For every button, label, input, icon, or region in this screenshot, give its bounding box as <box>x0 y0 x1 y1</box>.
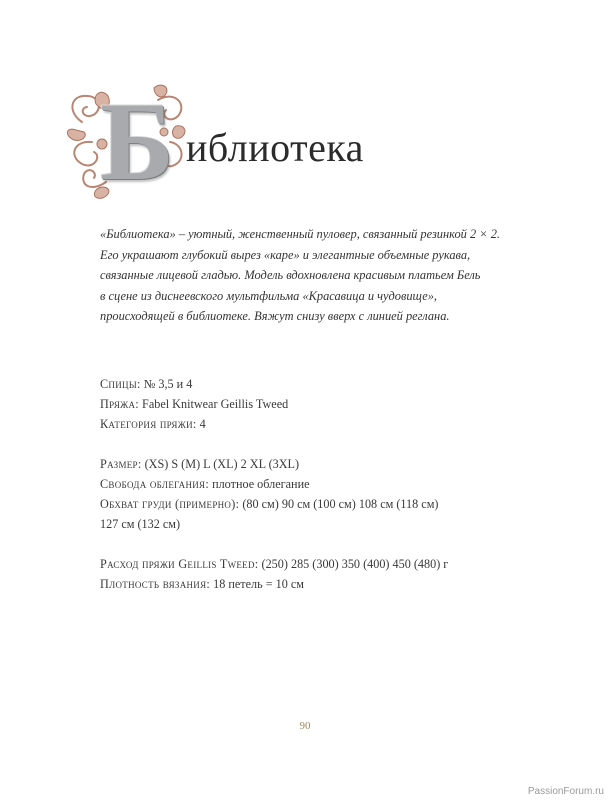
watermark: PassionForum.ru <box>527 786 604 797</box>
spec-label: Обхват груди (примерно): <box>100 497 240 511</box>
page-number: 90 <box>299 720 311 732</box>
spec-label: Плотность вязания: <box>100 577 211 591</box>
spec-value: (250) 285 (300) 350 (400) 450 (480) г <box>261 557 449 571</box>
spec-label: Спицы: <box>100 377 141 391</box>
spec-value: (XS) S (M) L (XL) 2 XL (3XL) <box>144 457 300 471</box>
intro-line: Его украшают глубокий вырез «каре» и элегантные объемные рукава, <box>100 247 471 262</box>
spec-gauge <box>100 574 540 594</box>
spec-label: Пряжа: <box>100 397 139 411</box>
spec-value: 18 петель = 10 см <box>213 577 305 591</box>
spec-value: № 3,5 и 4 <box>143 377 193 391</box>
intro-paragraph <box>100 224 520 327</box>
spec-value: (80 см) 90 см (100 см) 108 см (118 см) <box>242 497 439 511</box>
title-block <box>62 82 482 202</box>
spec-value: плотное облегание <box>212 477 310 491</box>
spacer <box>100 534 540 554</box>
spec-value: Fabel Knitwear Geillis Tweed <box>142 397 289 411</box>
spec-value: 127 см (132 см) <box>100 517 181 531</box>
spec-yarn-category <box>100 414 540 434</box>
spacer <box>100 434 540 454</box>
title-dropcap: Б <box>100 80 175 204</box>
spec-yarn <box>100 394 540 414</box>
spec-label: Категория пряжи: <box>100 417 197 431</box>
intro-line: происходящей в библиотеке. Вяжут снизу вверх с линией реглана. <box>100 309 450 323</box>
spec-label: Расход пряжи Geillis Tweed: <box>100 557 259 571</box>
spec-value: 4 <box>199 417 206 431</box>
spec-label: Свобода облегания: <box>100 477 210 491</box>
spec-bust-continued <box>100 514 540 534</box>
spec-size <box>100 454 540 474</box>
spec-yarn-amount <box>100 554 540 574</box>
spec-label: Размер: <box>100 457 142 471</box>
intro-line: связанные лицевой гладью. Модель вдохновлена красивым платьем Бель <box>100 268 481 282</box>
spec-bust <box>100 494 540 514</box>
spec-needles <box>100 374 540 394</box>
spec-fit <box>100 474 540 494</box>
specs-block <box>100 374 540 594</box>
intro-line: «Библиотека» – уютный, женственный пуловер, связанный резинкой 2 × 2. <box>100 227 500 241</box>
page-title: иблиотека <box>186 125 364 170</box>
intro-line: в сцене из диснеевского мультфильма «Красавица и чудовище», <box>100 288 438 303</box>
